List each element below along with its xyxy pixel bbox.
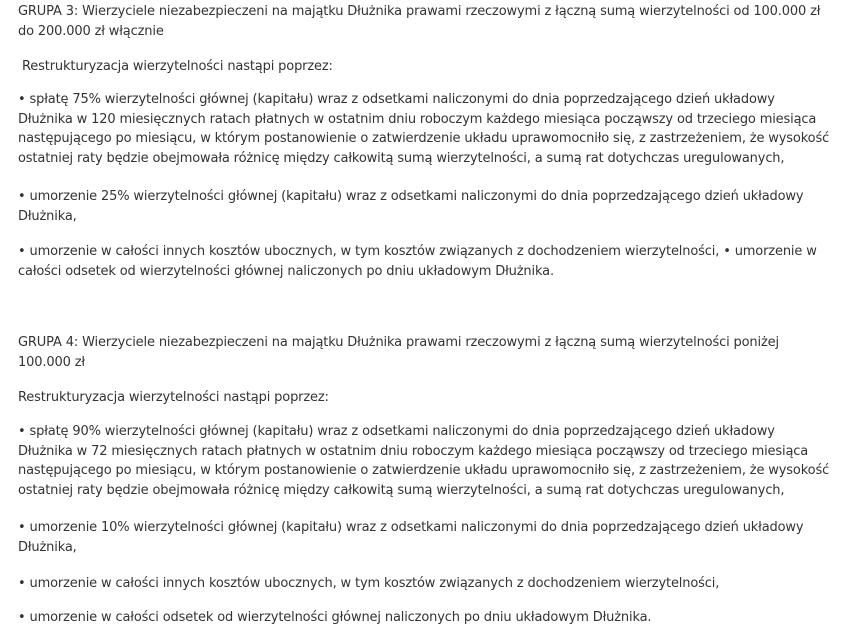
group-4-intro: Restrukturyzacja wierzytelności nastąpi poprzez: bbox=[18, 390, 329, 405]
group-4-bullet-costs-write-off: • umorzenie w całości innych kosztów ubocznych, w tym kosztów związanych z dochodzeniem wierzytelności, bbox=[18, 576, 720, 591]
group-3-bullet-costs-write-off: • umorzenie w całości innych kosztów ubocznych, w tym kosztów związanych z dochodzeniem wierzytelności, • umorzenie w całości odsetek od wierzytelności głównej naliczonych po dniu układowym Dłużnika. bbox=[18, 244, 817, 279]
group-3-header: GRUPA 3: Wierzyciele niezabezpieczeni na majątku Dłużnika prawami rzeczowymi z łączną sumą wierzytelności od 100.000 zł do 200.000 zł włącznie bbox=[18, 4, 821, 39]
group-3-bullet-principal-write-off: • umorzenie 25% wierzytelności głównej (kapitału) wraz z odsetkami naliczonymi do dnia poprzedzającego dzień układowy Dłużnika, bbox=[18, 189, 804, 224]
group-4-bullet-repayment: • spłatę 90% wierzytelności głównej (kapitału) wraz z odsetkami naliczonymi do dnia poprzedzającego dzień układowy Dłużnika w 72 miesięcznych ratach płatnych w ostatnim dniu roboczym każdego miesiąca począwszy od trzeciego miesiąca następującego po miesiącu, w którym postanowienie o zatwierdzenie układu uprawomocniło się, z zastrzeżeniem, że wysokość ostatniej raty będzie obejmowała różnicę między całkowitą sumą wierzytelności, a sumą rat dotychczas uregulowanych, bbox=[18, 424, 830, 498]
group-3-intro: Restrukturyzacja wierzytelności nastąpi poprzez: bbox=[22, 59, 333, 74]
group-4-bullet-principal-write-off: • umorzenie 10% wierzytelności głównej (kapitału) wraz z odsetkami naliczonymi do dnia poprzedzającego dzień układowy Dłużnika, bbox=[18, 520, 804, 555]
group-4-bullet-interest-write-off: • umorzenie w całości odsetek od wierzytelności głównej naliczonych po dniu układowym Dłużnika. bbox=[18, 610, 652, 625]
group-3-bullet-repayment: • spłatę 75% wierzytelności głównej (kapitału) wraz z odsetkami naliczonymi do dnia poprzedzającego dzień układowy Dłużnika w 120 miesięcznych ratach płatnych w ostatnim dniu roboczym każdego miesiąca począwszy od trzeciego miesiąca następującego po miesiącu, w którym postanowienie o zatwierdzenie układu uprawomocniło się, z zastrzeżeniem, że wysokość ostatniej raty będzie obejmowała różnicę między całkowitą sumą wierzytelności, a sumą rat dotychczas uregulowanych, bbox=[18, 92, 830, 166]
group-4-header: GRUPA 4: Wierzyciele niezabezpieczeni na majątku Dłużnika prawami rzeczowymi z łączną sumą wierzytelności poniżej 100.000 zł bbox=[18, 335, 779, 370]
